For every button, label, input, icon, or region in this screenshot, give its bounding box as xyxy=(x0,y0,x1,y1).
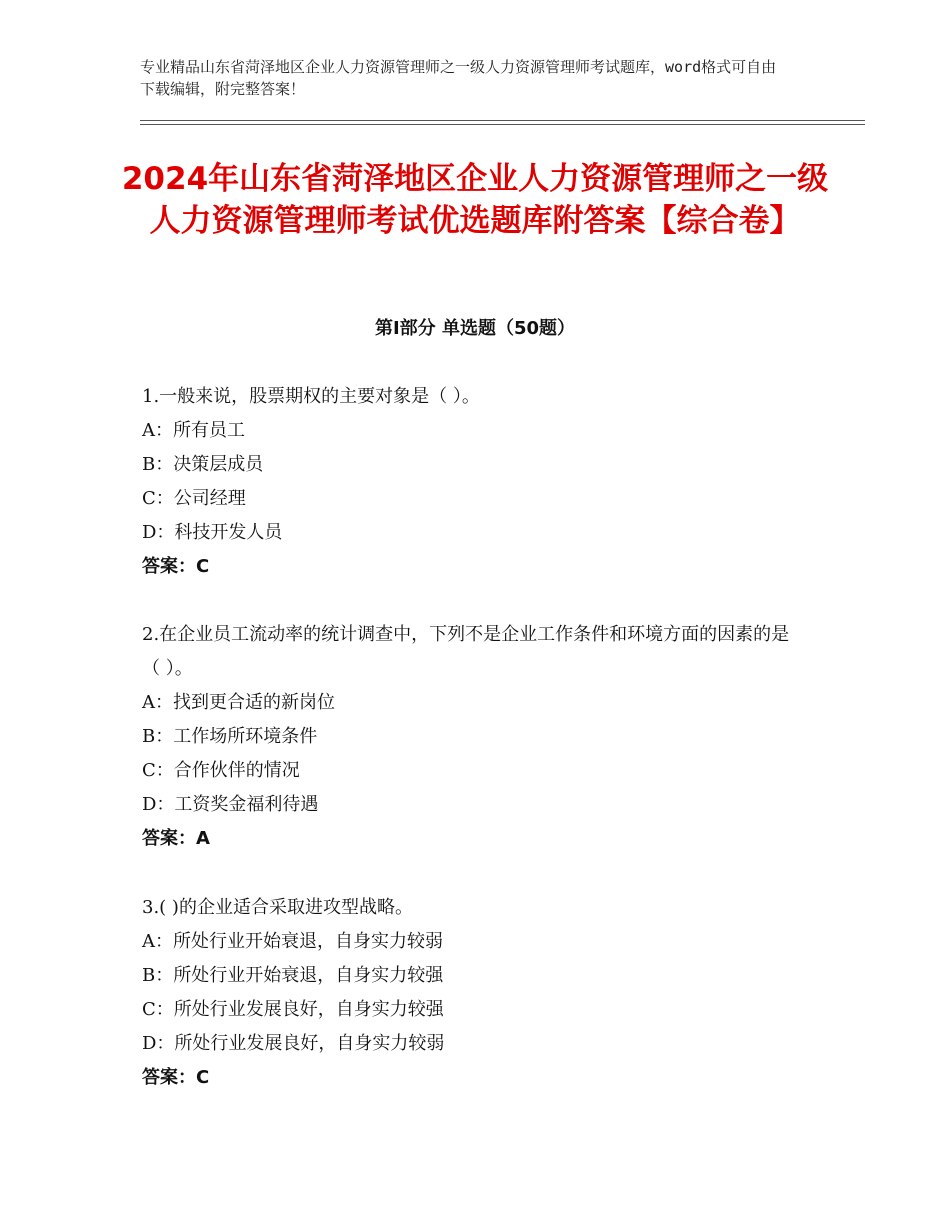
answer: 答案：C xyxy=(142,556,210,577)
option-c: C：公司经理 xyxy=(142,488,246,509)
option-b: B：决策层成员 xyxy=(142,454,264,475)
header-divider xyxy=(140,120,865,125)
question-stem: 1.一般来说，股票期权的主要对象是（ ）。 xyxy=(142,386,480,407)
option-a: A：所处行业开始衰退，自身实力较弱 xyxy=(142,931,443,952)
option-a: A：所有员工 xyxy=(142,420,245,441)
question-3 xyxy=(142,891,802,1095)
section-heading: 第Ⅰ部分 单选题（50题） xyxy=(374,318,575,339)
answer: 答案：A xyxy=(142,828,210,849)
option-b: B：所处行业开始衰退，自身实力较强 xyxy=(142,965,444,986)
option-d: D：所处行业发展良好，自身实力较弱 xyxy=(142,1033,445,1054)
option-c: C：合作伙伴的情况 xyxy=(142,760,300,781)
question-stem: 2.在企业员工流动率的统计调查中，下列不是企业工作条件和环境方面的因素的是（ ）。 xyxy=(142,624,790,679)
document-title: 2024年山东省菏泽地区企业人力资源管理师之一级人力资源管理师考试优选题库附答案【综合卷】 xyxy=(121,161,829,239)
header-note: 专业精品山东省菏泽地区企业人力资源管理师之一级人力资源管理师考试题库，word格式可自由下载编辑，附完整答案！ xyxy=(140,58,777,98)
option-d: D：科技开发人员 xyxy=(142,522,283,543)
option-c: C：所处行业发展良好，自身实力较强 xyxy=(142,999,444,1020)
answer: 答案：C xyxy=(142,1067,210,1088)
option-d: D：工资奖金福利待遇 xyxy=(142,794,319,815)
question-stem: 3.( )的企业适合采取进攻型战略。 xyxy=(142,897,413,918)
option-a: A：找到更合适的新岗位 xyxy=(142,692,335,713)
option-b: B：工作场所环境条件 xyxy=(142,726,318,747)
question-1 xyxy=(142,380,802,584)
question-2 xyxy=(142,618,802,856)
